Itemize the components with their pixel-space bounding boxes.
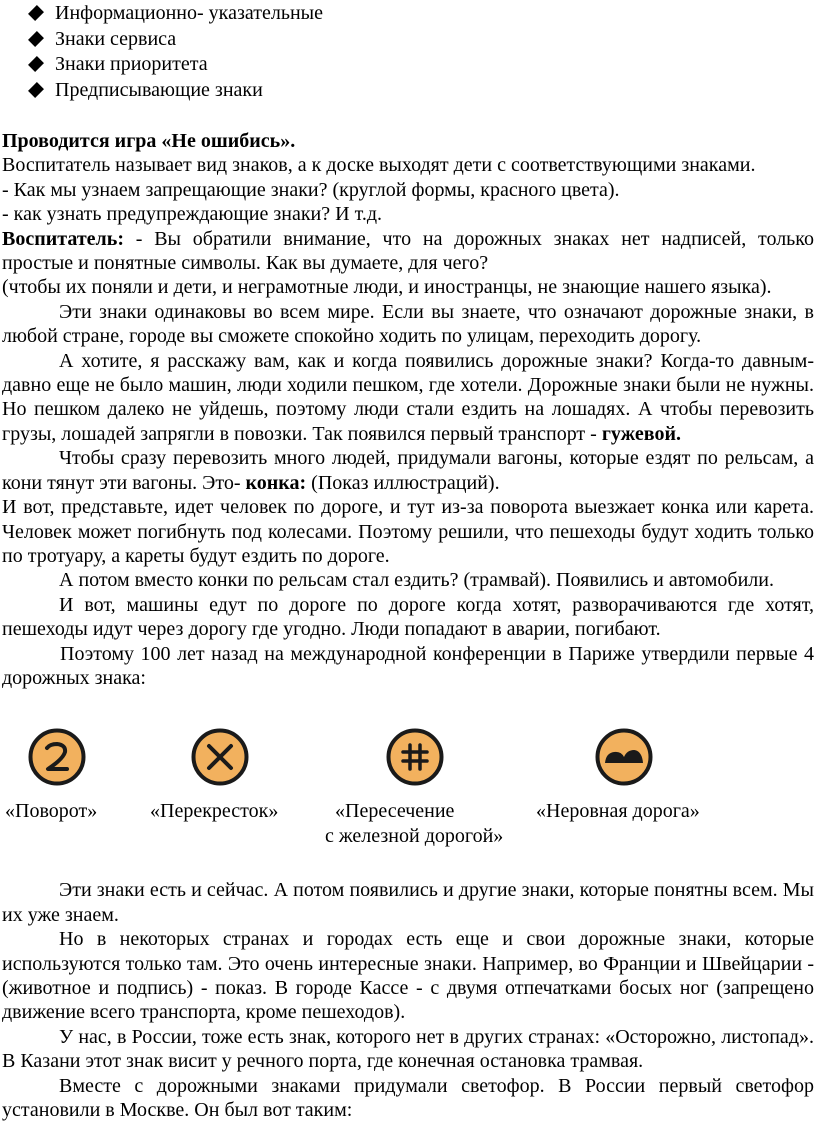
paragraph: А хотите, я расскажу вам, как и когда появились дорожные знаки? Когда-то давным-давно еще не было машин, люди ходили пешком, где хотели. Дорожные знаки были не нужны. Но пешком далеко не уйдешь, поэтому люди стали ездить на лошадях. А чтобы перевозить грузы, лошадей запрягли в повозки. Так появился первый транспорт - гужевой. [2, 349, 814, 445]
list-item: Знаки сервиса [2, 27, 814, 53]
paragraph: Чтобы сразу перевозить много людей, придумали вагоны, которые ездят по рельсам, а кони тянут эти вагоны. Это- конка: (Показ иллюстраций). [2, 447, 814, 494]
game-line: Воспитатель называет вид знаков, а к доске выходят дети с соответствующими знаками. [2, 154, 756, 177]
turn-sign-icon [28, 728, 86, 786]
paragraph: Эти знаки есть и сейчас. А потом появились и другие знаки, которые понятны всем. Мы их уже знаем. [2, 879, 814, 926]
list-item: Предписывающие знаки [2, 78, 814, 104]
teacher-paragraph: Воспитатель: - Вы обратили внимание, что на дорожных знаках нет надписей, только простые и понятные символы. Как вы думаете, для чего? [2, 227, 814, 275]
document-page [2, 1, 814, 1122]
paragraph: Поэтому 100 лет назад на международной конференции в Париже утвердили первые 4 дорожных знака: [2, 642, 814, 689]
game-line: - как узнать предупреждающие знаки? И т.д. [2, 203, 382, 226]
paragraph: И вот, машины едут по дороге по дороге когда хотят, разворачиваются где хотят, пешеходы идут через дорогу где угодно. Люди попадают в аварии, погибают. [2, 593, 814, 641]
sign-caption: «Перекресток» [150, 800, 279, 823]
paragraph: Вместе с дорожными знаками придумали светофор. В России первый светофор установили в Москве. Он был вот таким: [2, 1074, 814, 1121]
sign-types-list [2, 1, 814, 103]
diamond-bullet-icon [28, 82, 44, 98]
railway-crossing-sign-icon [386, 728, 444, 786]
sign-caption: «Пересечение с железной дорогой» [325, 800, 504, 847]
diamond-bullet-icon [28, 31, 44, 47]
road-signs-row [2, 728, 814, 878]
diamond-bullet-icon [28, 5, 44, 21]
teacher-answer: (чтобы их поняли и дети, и неграмотные люди, и иностранцы, не знающие нашего языка). [2, 276, 772, 299]
diamond-bullet-icon [28, 56, 44, 72]
paragraph: Эти знаки одинаковы во всем мире. Если вы знаете, что означают дорожные знаки, в любой стране, городе вы сможете спокойно ходить по улицам, переходить дорогу. [2, 300, 814, 348]
sign-caption: «Неровная дорога» [536, 800, 700, 823]
paragraph: Но в некоторых странах и городах есть еще и свои дорожные знаки, которые используются только там. Это очень интересные знаки. Например, во Франции и Швейцарии - (животное и подпись) - показ. В городе Кассе - с двумя отпечатками босых ног (запрещено движение всего транспорта, кроме пешеходов). [2, 928, 814, 1024]
paragraph: И вот, представьте, идет человек по дороге, и тут из-за поворота выезжает конка или карета. Человек может погибнуть под колесами. Поэтому решили, что пешеходы будут ходить только по тротуару, а кареты будут ездить по дороге. [2, 496, 814, 567]
teacher-label: Воспитатель: [2, 227, 124, 250]
list-item: Информационно- указательные [2, 1, 814, 27]
uneven-road-sign-icon [595, 728, 653, 786]
list-item: Знаки приоритета [2, 52, 814, 78]
crossroad-sign-icon [191, 728, 249, 786]
paragraph: А потом вместо конки по рельсам стал ездить? (трамвай). Появились и автомобили. [59, 569, 774, 592]
game-title: Проводится игра «Не ошибись». [2, 130, 296, 152]
paragraph: У нас, в России, тоже есть знак, которого нет в других странах: «Осторожно, листопад». В Казани этот знак висит у речного порта, где конечная остановка трамвая. [2, 1025, 814, 1073]
game-line: - Как мы узнаем запрещающие знаки? (круглой формы, красного цвета). [2, 178, 620, 201]
sign-caption: «Поворот» [5, 800, 98, 823]
